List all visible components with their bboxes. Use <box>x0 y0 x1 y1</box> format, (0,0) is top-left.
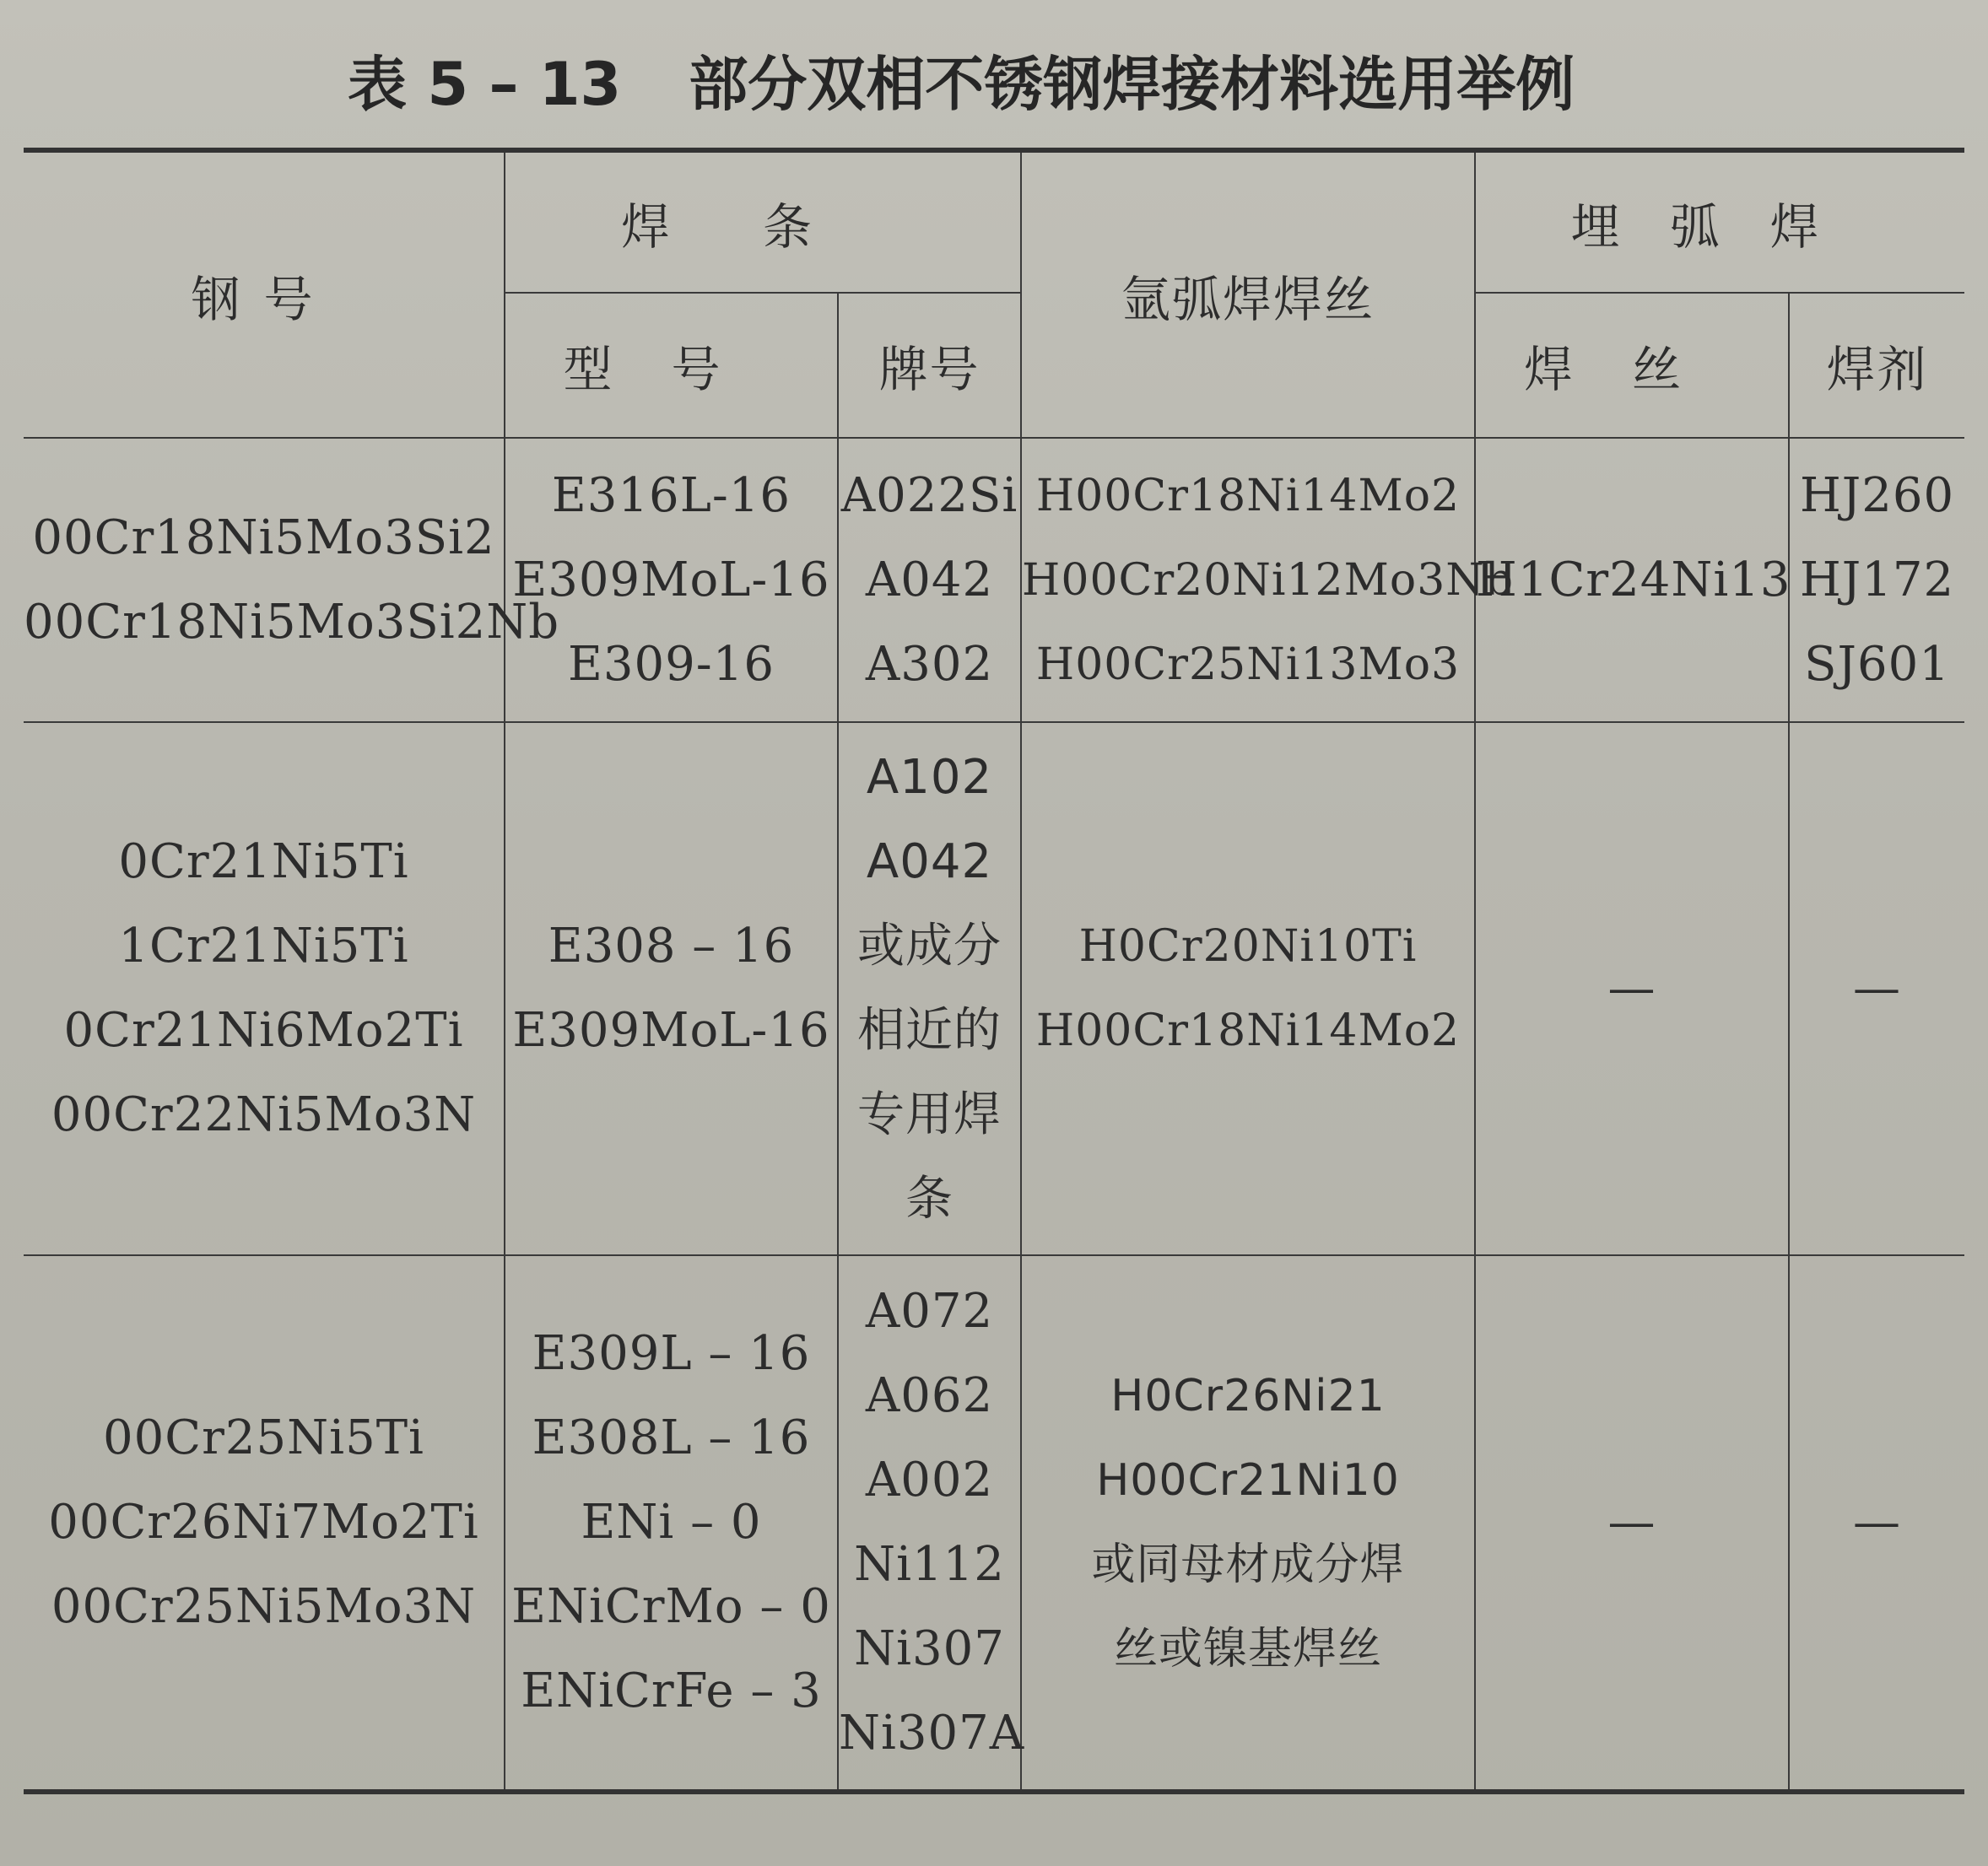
cell-line: Ni307 <box>854 1621 1005 1676</box>
cell-line: 或同母材成分焊 <box>1091 1540 1405 1590</box>
table-row <box>24 722 1964 1255</box>
cell-line: 条 <box>905 1172 953 1227</box>
cell-line: A022Si <box>840 467 1018 523</box>
cell-line: 或成分 <box>857 919 1002 973</box>
cell-line: 00Cr25Ni5Ti <box>103 1410 424 1465</box>
cell-line: E309-16 <box>568 636 775 692</box>
header-tig-wire: 氩弧焊焊丝 <box>1021 150 1475 438</box>
cell-saw-flux <box>1789 1255 1964 1792</box>
cell-line: A042 <box>866 834 993 889</box>
table-number: 表 5 – 13 <box>348 50 622 119</box>
header-row-1 <box>24 150 1964 293</box>
table-title: 部分双相不锈钢焊接材料选用举例 <box>689 50 1575 119</box>
cell-line: 00Cr22Ni5Mo3N <box>51 1087 477 1142</box>
cell-saw-wire <box>1475 1255 1789 1792</box>
cell-brand <box>838 722 1021 1255</box>
cell-steel <box>24 1255 505 1792</box>
header-electrode-brand: 牌号 <box>838 293 1021 438</box>
cell-line: H00Cr18Ni14Mo2 <box>1035 1006 1461 1056</box>
welding-materials-table <box>24 148 1964 1794</box>
cell-line: — <box>1853 1495 1902 1550</box>
cell-line: A072 <box>865 1284 994 1339</box>
cell-line: — <box>1607 1495 1656 1550</box>
header-electrode-model: 型号 <box>505 293 838 438</box>
cell-line: E316L-16 <box>551 467 791 523</box>
cell-line: 0Cr21Ni5Ti <box>118 834 409 889</box>
cell-line: H00Cr21Ni10 <box>1096 1455 1400 1506</box>
cell-line: A102 <box>866 750 993 805</box>
cell-tig <box>1021 438 1515 722</box>
cell-brand <box>838 1255 1025 1792</box>
cell-line: 专用焊 <box>857 1087 1002 1142</box>
cell-line: H0Cr26Ni21 <box>1110 1371 1386 1421</box>
cell-saw-flux <box>1789 722 1964 1255</box>
header-saw-wire: 焊丝 <box>1475 293 1789 438</box>
cell-line: SJ601 <box>1804 636 1950 692</box>
cell-line: 00Cr25Ni5Mo3N <box>51 1579 477 1634</box>
cell-tig <box>1021 722 1475 1255</box>
cell-line: HJ172 <box>1799 552 1955 607</box>
cell-line: 0Cr21Ni6Mo2Ti <box>63 1003 464 1058</box>
cell-brand <box>838 438 1021 722</box>
cell-line: E309MoL-16 <box>512 552 830 607</box>
cell-line: 丝或镍基焊丝 <box>1114 1624 1383 1675</box>
cell-model <box>505 1255 838 1792</box>
cell-line: H00Cr20Ni12Mo3Nb <box>1022 554 1515 606</box>
cell-line: ENiCrMo – 0 <box>511 1579 831 1634</box>
cell-line: E308 – 16 <box>548 919 795 973</box>
cell-line: E308L – 16 <box>532 1410 811 1465</box>
cell-line: H0Cr20Ni10Ti <box>1078 921 1418 972</box>
cell-line: A302 <box>865 636 994 692</box>
table-row <box>24 438 1964 722</box>
cell-line: 00Cr18Ni5Mo3Si2Nb <box>24 594 560 650</box>
cell-saw-flux <box>1789 438 1964 722</box>
table-row <box>24 1255 1964 1792</box>
cell-line: 1Cr21Ni5Ti <box>118 919 409 973</box>
header-saw-flux: 焊剂 <box>1789 293 1964 438</box>
cell-line: H1Cr24Ni13 <box>1476 552 1791 607</box>
cell-model <box>505 722 838 1255</box>
cell-steel <box>24 722 505 1255</box>
cell-line: HJ260 <box>1799 467 1955 523</box>
cell-line: H00Cr25Ni13Mo3 <box>1035 639 1461 690</box>
cell-tig <box>1021 1255 1475 1792</box>
table-caption <box>348 34 1698 135</box>
cell-line: H00Cr18Ni14Mo2 <box>1035 470 1461 521</box>
cell-model <box>505 438 838 722</box>
cell-line: ENiCrFe – 3 <box>521 1664 822 1718</box>
header-saw: 埋弧焊 <box>1475 150 1964 293</box>
cell-line: 相近的 <box>857 1003 1002 1058</box>
cell-line: E309MoL-16 <box>512 1003 830 1058</box>
cell-line: Ni307A <box>839 1706 1025 1761</box>
cell-line: — <box>1607 961 1656 1016</box>
cell-line: A042 <box>865 552 994 607</box>
cell-steel <box>24 438 560 722</box>
cell-line: E309L – 16 <box>532 1326 811 1381</box>
cell-saw-wire <box>1475 722 1789 1255</box>
cell-line: Ni112 <box>854 1537 1005 1592</box>
cell-line: — <box>1853 961 1902 1016</box>
cell-line: 00Cr26Ni7Mo2Ti <box>48 1495 479 1550</box>
header-steel: 钢号 <box>24 150 505 438</box>
cell-line: A002 <box>865 1453 994 1507</box>
cell-line: ENi – 0 <box>581 1495 762 1550</box>
header-electrode: 焊条 <box>505 150 1021 293</box>
cell-line: 00Cr18Ni5Mo3Si2 <box>32 510 495 565</box>
cell-line: A062 <box>865 1368 994 1423</box>
cell-saw-wire <box>1475 438 1789 722</box>
